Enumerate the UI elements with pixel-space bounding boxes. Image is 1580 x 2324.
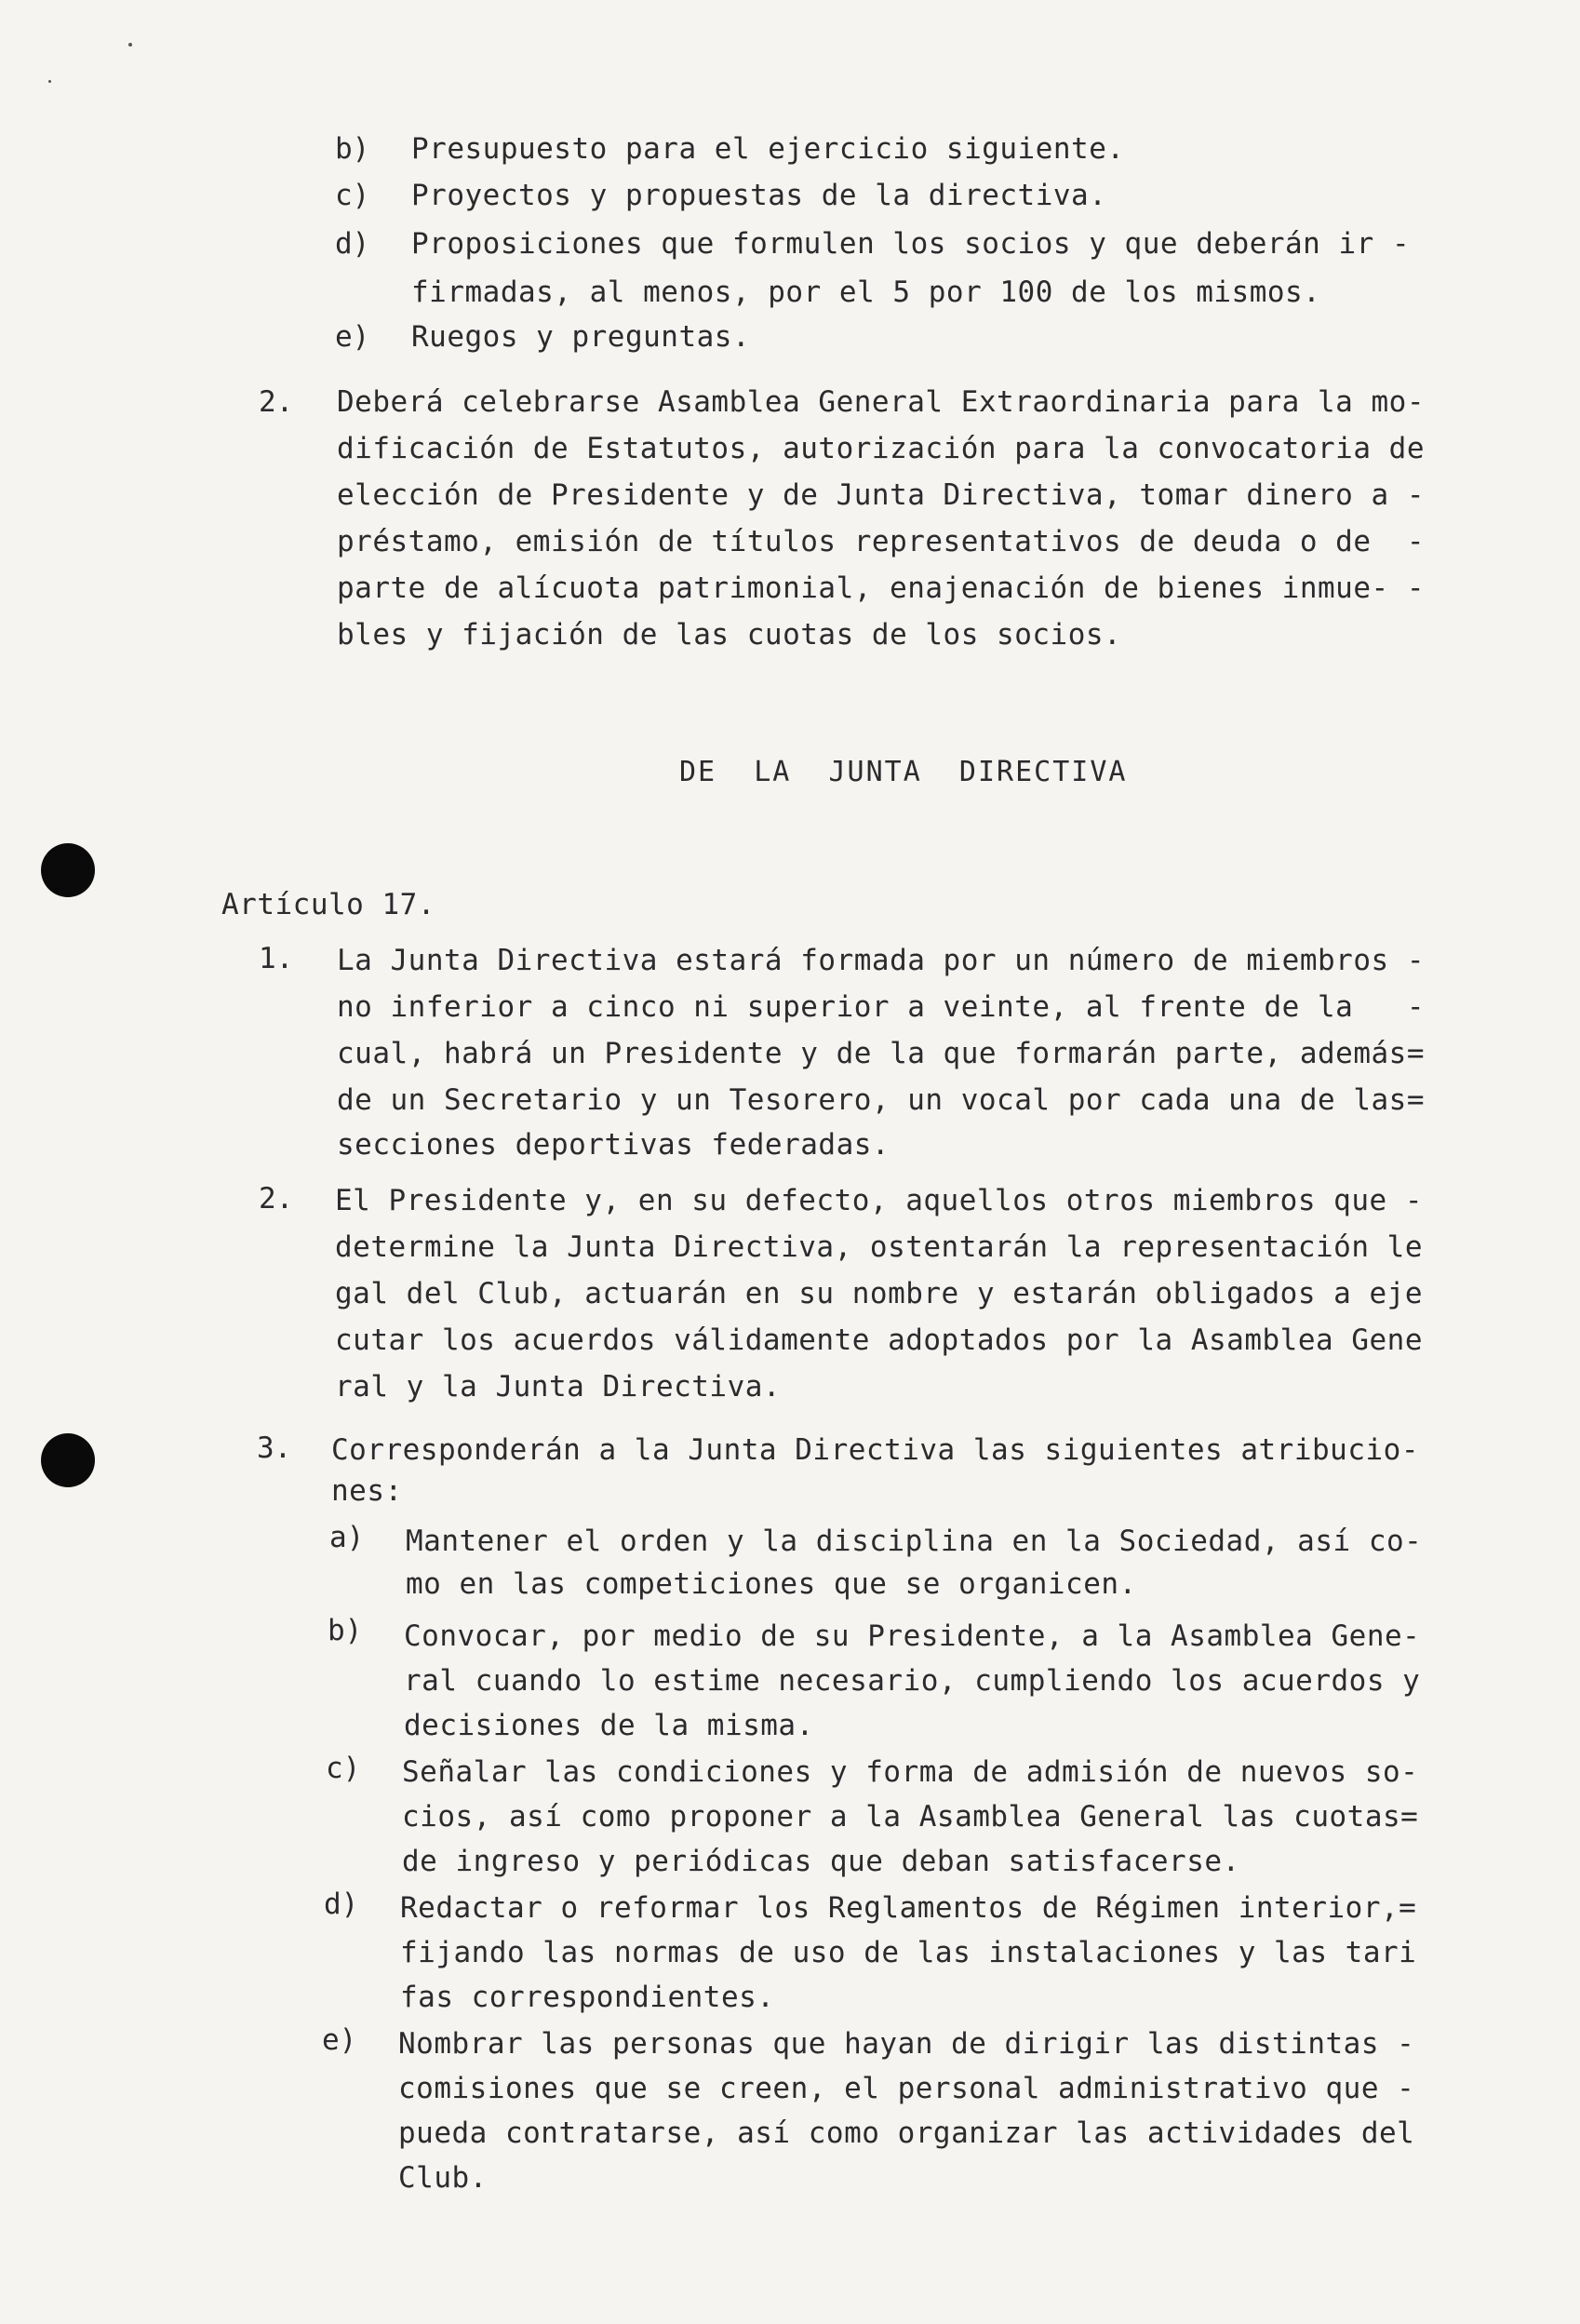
paragraph-line: determine la Junta Directiva, ostentarán la representación le	[335, 1230, 1423, 1264]
paper-speck	[128, 43, 132, 47]
list-label: a)	[329, 1521, 365, 1554]
list-item-line: pueda contratarse, así como organizar las actividades del	[398, 2116, 1415, 2150]
punch-hole-top	[41, 843, 95, 897]
list-item-line: mo en las competiciones que se organicen.	[406, 1567, 1137, 1601]
paragraph-line: Corresponderán a la Junta Directiva las siguientes atribucio-	[331, 1433, 1419, 1467]
paragraph-line: secciones deportivas federadas.	[337, 1128, 890, 1162]
list-item-line: fijando las normas de uso de las instalaciones y las tari	[400, 1936, 1417, 1969]
list-item-line: Proyectos y propuestas de la directiva.	[411, 179, 1107, 212]
item-number: 1.	[259, 942, 294, 975]
list-label: c)	[335, 179, 370, 212]
paragraph-line: dificación de Estatutos, autorización para la convocatoria de	[337, 432, 1425, 465]
paragraph-line: cual, habrá un Presidente y de la que formarán parte, además=	[337, 1037, 1425, 1070]
paragraph-line: de un Secretario y un Tesorero, un vocal por cada una de las=	[337, 1083, 1425, 1117]
paragraph-line: cutar los acuerdos válidamente adoptados por la Asamblea Gene	[335, 1323, 1423, 1357]
paragraph-line: nes:	[331, 1474, 403, 1508]
list-item-line: Nombrar las personas que hayan de dirigir las distintas -	[398, 2027, 1415, 2061]
paragraph-line: préstamo, emisión de títulos representativos de deuda o de -	[337, 525, 1425, 558]
section-heading: DE LA JUNTA DIRECTIVA	[679, 756, 1128, 788]
list-item-line: ral cuando lo estime necesario, cumpliendo los acuerdos y	[404, 1664, 1421, 1698]
paragraph-line: parte de alícuota patrimonial, enajenación de bienes inmue- -	[337, 571, 1425, 605]
list-item-line: fas correspondientes.	[400, 1981, 775, 2014]
list-label: d)	[335, 227, 370, 261]
list-label: e)	[322, 2023, 357, 2057]
punch-hole-bottom	[41, 1433, 95, 1487]
paragraph-line: bles y fijación de las cuotas de los socios.	[337, 618, 1122, 652]
list-item-line: Señalar las condiciones y forma de admisión de nuevos so-	[402, 1755, 1419, 1789]
item-number: 2.	[259, 385, 294, 419]
paper-speck	[48, 80, 51, 83]
list-label: b)	[328, 1614, 363, 1647]
list-item-line: Club.	[398, 2161, 488, 2195]
list-item-line: firmadas, al menos, por el 5 por 100 de los mismos.	[411, 275, 1321, 309]
paragraph-line: La Junta Directiva estará formada por un número de miembros -	[337, 944, 1425, 977]
paragraph-line: Deberá celebrarse Asamblea General Extraordinaria para la mo-	[337, 385, 1425, 419]
list-item-line: Redactar o reformar los Reglamentos de Régimen interior,=	[400, 1891, 1417, 1925]
paragraph-line: no inferior a cinco ni superior a veinte, al frente de la -	[337, 990, 1425, 1024]
item-number: 2.	[259, 1182, 294, 1216]
list-item-line: Presupuesto para el ejercicio siguiente.	[411, 132, 1125, 166]
list-item-line: Mantener el orden y la disciplina en la Sociedad, así co-	[406, 1525, 1423, 1558]
item-number: 3.	[257, 1431, 292, 1465]
list-label: d)	[324, 1887, 359, 1921]
list-label: c)	[326, 1752, 361, 1785]
list-item-line: Proposiciones que formulen los socios y que deberán ir -	[411, 227, 1411, 261]
list-label: e)	[335, 320, 370, 354]
list-label: b)	[335, 132, 370, 166]
list-item-line: cios, así como proponer a la Asamblea General las cuotas=	[402, 1800, 1419, 1834]
list-item-line: Ruegos y preguntas.	[411, 320, 751, 354]
paragraph-line: El Presidente y, en su defecto, aquellos otros miembros que -	[335, 1184, 1423, 1217]
list-item-line: Convocar, por medio de su Presidente, a la Asamblea Gene-	[404, 1619, 1421, 1653]
list-item-line: decisiones de la misma.	[404, 1709, 814, 1742]
article-title: Artículo 17.	[221, 888, 435, 921]
paragraph-line: gal del Club, actuarán en su nombre y estarán obligados a eje	[335, 1277, 1423, 1310]
paragraph-line: elección de Presidente y de Junta Directiva, tomar dinero a -	[337, 478, 1425, 512]
list-item-line: de ingreso y periódicas que deban satisfacerse.	[402, 1845, 1240, 1878]
list-item-line: comisiones que se creen, el personal administrativo que -	[398, 2072, 1415, 2105]
paragraph-line: ral y la Junta Directiva.	[335, 1370, 782, 1404]
